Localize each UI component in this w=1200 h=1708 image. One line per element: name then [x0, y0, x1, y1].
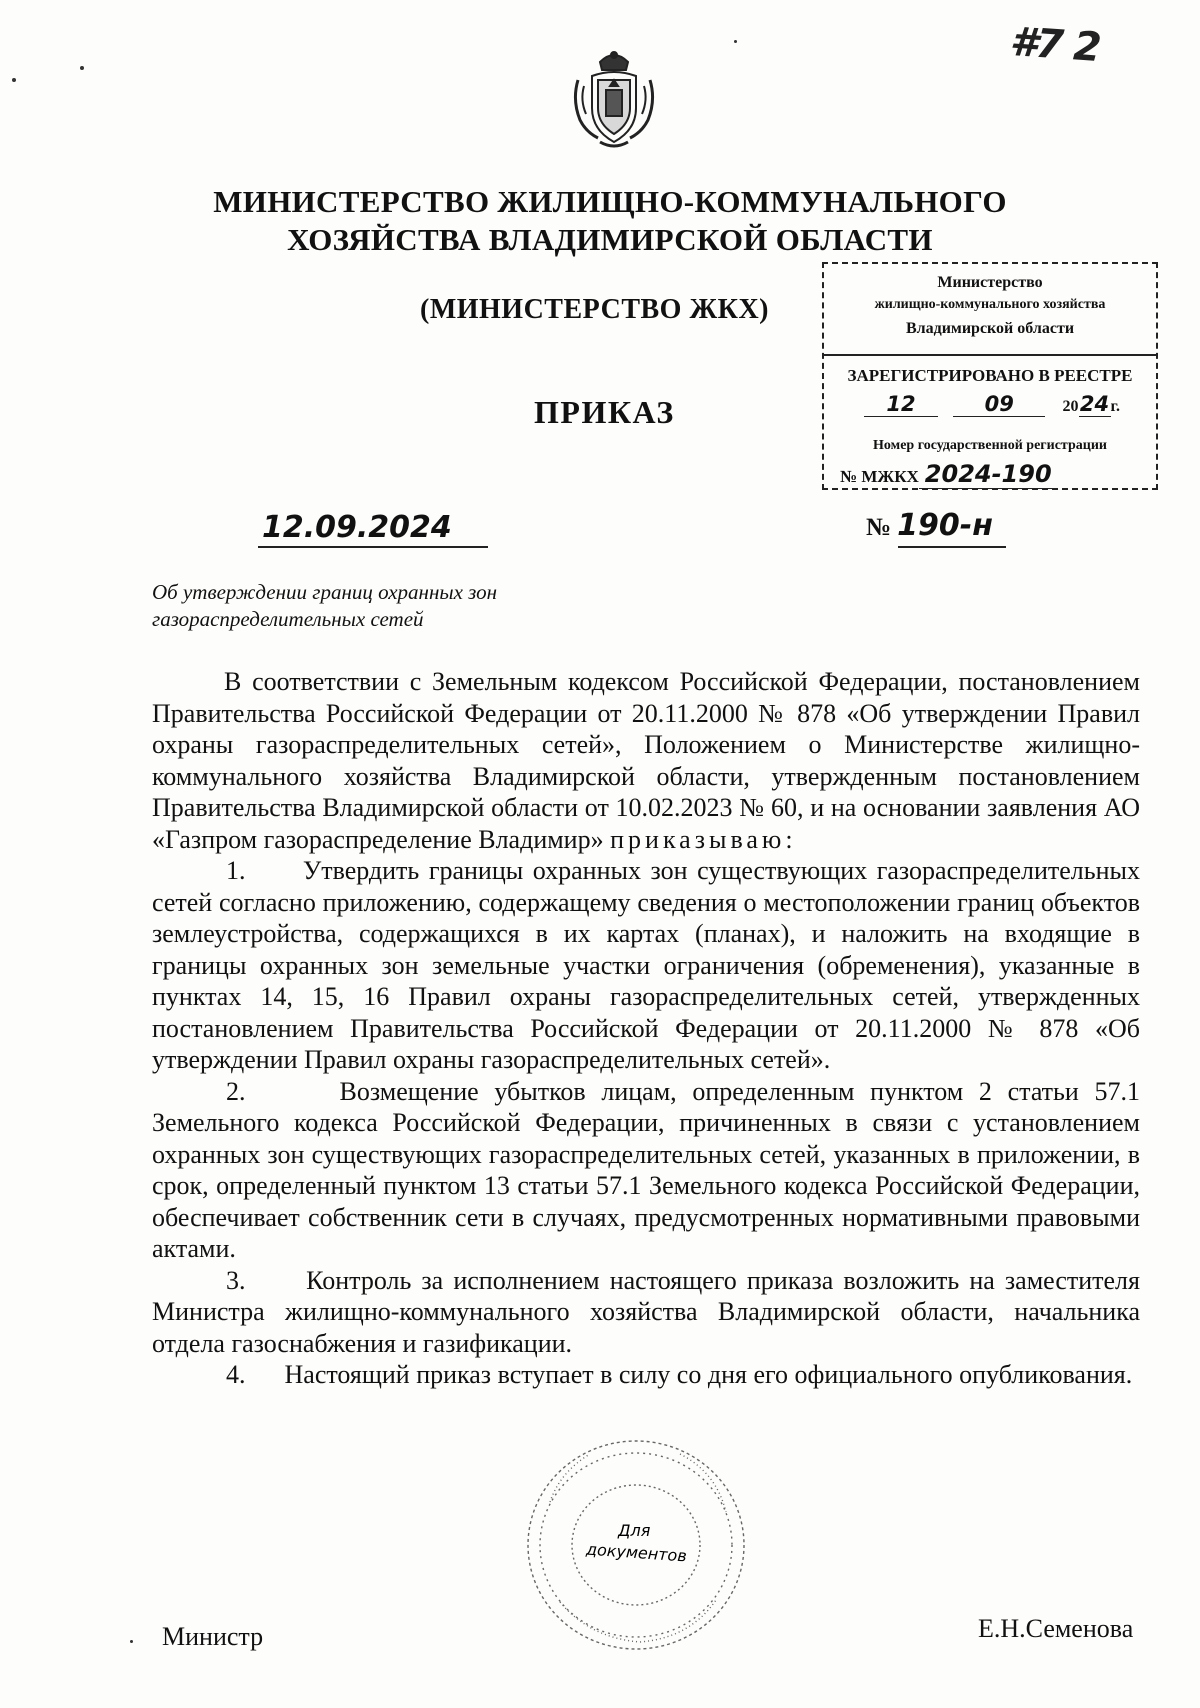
stamp-date-day: 12: [864, 392, 938, 417]
scan-speck: [734, 40, 737, 43]
preamble-paragraph: [152, 666, 1140, 855]
item-text: Возмещение убытков лицам, определенным пунктом 2 статьи 57.1 Земельного кодекса Российской Федерации, причиненных в связи с установлением охранных зон существующих газораспределительных сетей, указанных в приложении, в срок, определенный пунктом 13 статьи 57.1 Земельного кодекса Российской Федерации, обеспечивает собственник сети в случаях, предусмотренных нормативными правовыми актами.: [152, 1076, 1140, 1263]
order-item-3: [152, 1265, 1140, 1360]
ministry-short-name: (МИНИСТЕРСТВО ЖКХ): [420, 294, 769, 325]
order-number-underline: [898, 546, 1006, 548]
stamp-org-line1: Министерство: [937, 274, 1043, 291]
scan-speck: [80, 66, 84, 70]
subject-line2: газораспределительных сетей: [152, 607, 424, 631]
order-date: 12.09.2024: [262, 510, 452, 545]
document-type-title: ПРИКАЗ: [534, 394, 675, 430]
stamp-number-prefix: № МЖКХ: [840, 467, 919, 486]
order-number-prefix: №: [866, 514, 892, 541]
stamp-org-line3: Владимирской области: [905, 320, 1075, 337]
registration-stamp: [822, 262, 1158, 490]
stamp-number-label: Номер государственной регистрации: [873, 438, 1107, 453]
seal-text-line2: документов: [585, 1539, 688, 1566]
round-seal-stamp-icon: [520, 1432, 752, 1658]
order-item-4: [152, 1359, 1140, 1391]
order-item-1: [152, 855, 1140, 1076]
item-number: 2.: [226, 1076, 246, 1106]
item-number: 1.: [226, 856, 246, 885]
stamp-date-year-suffix: 24: [1079, 392, 1110, 416]
stamp-org-line2: жилищно-коммунального хозяйства: [874, 297, 1106, 312]
item-text: Утвердить границы охранных зон существующих газораспределительных сетей согласно приложению, содержащему сведения о местоположении границ объектов землеустройства, содержащихся в их картах (планах), и наложить на входящие в границы охранных зон земельные участки ограничения (обременения), указанные в пунктах 14, 15, 16 Правил охраны газораспределительных сетей, утвержденных постановлением Правительства Российской Федерации от 20.11.2000 № 878 «Об утверждении Правил охраны газораспределительных сетей».: [152, 856, 1141, 1074]
order-number: [866, 508, 993, 543]
order-number-value: 190-н: [897, 508, 993, 543]
item-number: 3.: [226, 1265, 246, 1295]
ministry-name-line1: МИНИСТЕРСТВО ЖИЛИЩНО-КОММУНАЛЬНОГО: [213, 184, 1007, 219]
item-text: Контроль за исполнением настоящего приказа возложить на заместителя Министра жилищно-коммунального хозяйства Владимирской области, начальника отдела газоснабжения и газификации.: [152, 1265, 1140, 1358]
order-word: приказываю:: [610, 824, 797, 854]
scan-speck: [130, 1640, 133, 1643]
stamp-number-value: 2024-190: [919, 460, 1058, 489]
stamp-divider: [822, 354, 1158, 356]
stamp-year-abbr: г.: [1110, 398, 1120, 415]
item-text: Настоящий приказ вступает в силу со дня его официального опубликования.: [284, 1360, 1133, 1389]
vladimir-region-emblem-icon: [570, 46, 658, 150]
order-item-2: [152, 1076, 1140, 1265]
preamble-text: В соответствии с Земельным кодексом Российской Федерации, постановлением Правительства Российской Федерации от 20.11.2000 № 878 «Об утверждении Правил охраны газораспределительных сетей», Положением о Министерстве жилищно-коммунального хозяйства Владимирской области, утвержденным постановлением Правительства Владимирской области от 10.02.2023 № 60, и на основании заявления АО «Газпром газораспределение Владимир»: [152, 667, 1140, 854]
stamp-registration-date: [864, 392, 1124, 417]
stamp-registered-label: ЗАРЕГИСТРИРОВАНО В РЕЕСТРЕ: [847, 366, 1133, 385]
order-body: [152, 666, 1140, 1391]
stamp-date-month: 09: [953, 392, 1045, 417]
stamp-registration-number: [840, 460, 1058, 489]
subject-line1: Об утверждении границ охранных зон: [152, 580, 498, 604]
signer-name: Е.Н.Семенова: [978, 1614, 1134, 1643]
stamp-date-year-prefix: 20: [1062, 398, 1079, 415]
handwritten-corner-mark: #7 2: [1008, 18, 1101, 72]
ministry-name-line2: ХОЗЯЙСТВА ВЛАДИМИРСКОЙ ОБЛАСТИ: [287, 222, 933, 257]
scan-speck: [12, 78, 16, 82]
item-number: 4.: [226, 1360, 246, 1389]
order-date-underline: [258, 546, 488, 548]
signer-position: Министр: [162, 1622, 264, 1651]
seal-text-line1: Для: [618, 1521, 651, 1540]
